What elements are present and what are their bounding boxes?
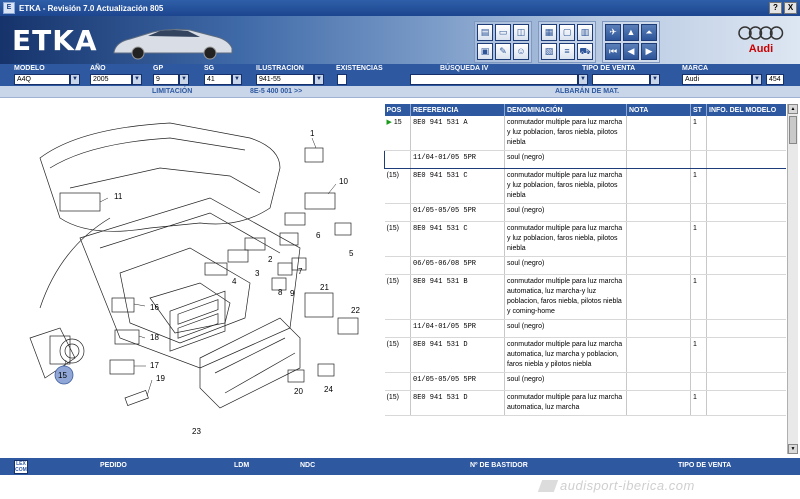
diagram-label-21: 21: [320, 283, 329, 292]
document-icon[interactable]: ▢: [559, 24, 575, 41]
table-scrollbar[interactable]: [787, 104, 798, 454]
watermark-text: audisport-iberica.com: [560, 478, 695, 493]
window-icon[interactable]: ▭: [495, 24, 511, 41]
row-pos: [385, 373, 411, 391]
arrow-up-double-icon[interactable]: ⏶: [641, 24, 657, 41]
row-denominacion: soul (negro): [505, 373, 627, 391]
row-referencia: 8E0 941 531 A: [411, 116, 505, 151]
ano-dropdown-icon[interactable]: ▼: [132, 74, 142, 85]
table-row[interactable]: [385, 169, 787, 204]
table-row[interactable]: [385, 116, 787, 151]
col-nota[interactable]: NOTA: [627, 104, 691, 116]
col-info-modelo[interactable]: INFO. DEL MODELO: [707, 104, 787, 116]
busqueda-dropdown-icon[interactable]: ▼: [578, 74, 588, 85]
window-title: ETKA - Revisión 7.0 Actualización 805: [19, 3, 164, 13]
diagram-label-1: 1: [310, 129, 315, 138]
row-nota: [627, 222, 691, 257]
row-info: [707, 391, 787, 416]
row-pos: (15): [385, 275, 411, 320]
scroll-down-icon[interactable]: ▼: [788, 444, 798, 454]
diagram-label-5: 5: [349, 249, 354, 258]
tipo-venta-label: TIPO DE VENTA: [582, 65, 636, 72]
grid-icon[interactable]: ▧: [541, 43, 557, 60]
row-nota: [627, 257, 691, 275]
row-st: 1: [691, 275, 707, 320]
ano-label: AÑO: [90, 65, 106, 72]
row-denominacion: soul (negro): [505, 151, 627, 169]
sg-label: SG: [204, 65, 215, 72]
row-nota: [627, 116, 691, 151]
diagram-label-11: 11: [114, 192, 123, 201]
row-info: [707, 338, 787, 373]
diagram-label-24: 24: [324, 385, 333, 394]
row-referencia: 8E0 941 531 C: [411, 222, 505, 257]
row-referencia: 01/05-05/05 5PR: [411, 204, 505, 222]
row-st: [691, 151, 707, 169]
sg-field[interactable]: 41: [204, 74, 232, 85]
info-subbar: [0, 86, 800, 98]
parts-diagram[interactable]: [0, 98, 383, 458]
table-row[interactable]: [385, 320, 787, 338]
table-row[interactable]: [385, 275, 787, 320]
row-nota: [627, 204, 691, 222]
footer-bar: [0, 458, 800, 475]
diagram-label-8: 8: [278, 288, 283, 297]
diagram-label-2: 2: [268, 255, 273, 264]
app-icon: E: [3, 2, 15, 14]
diagram-label-17: 17: [150, 361, 159, 370]
row-pos: ▶ 15: [385, 116, 411, 151]
existencias-label: EXISTENCIAS: [336, 65, 383, 72]
current-row-arrow-icon: ▶: [386, 119, 392, 126]
cart-icon[interactable]: ⛟: [577, 43, 593, 60]
ano-field[interactable]: 2005: [90, 74, 132, 85]
row-info: [707, 151, 787, 169]
arrow-next-icon[interactable]: ▶: [641, 43, 657, 60]
marca-label: MARCA: [682, 65, 709, 72]
row-st: 1: [691, 169, 707, 204]
col-pos[interactable]: POS: [385, 104, 411, 116]
table-row[interactable]: [385, 222, 787, 257]
audi-wordmark: Audi: [748, 43, 774, 55]
disk-icon[interactable]: ▣: [477, 43, 493, 60]
etka-logo: ETKA: [12, 24, 98, 57]
ilustracion-dropdown-icon[interactable]: ▼: [314, 74, 324, 85]
row-nota: [627, 373, 691, 391]
tipo-venta-button[interactable]: TIPO DE VENTA: [678, 462, 732, 469]
help-button[interactable]: ?: [769, 2, 782, 14]
diagram-label-16: 16: [150, 303, 159, 312]
ndc-button[interactable]: NDC: [300, 462, 316, 469]
diagram-label-19: 19: [156, 374, 165, 383]
parts-table-container: [384, 104, 786, 454]
table-row-selected[interactable]: [385, 151, 787, 169]
row-nota: [627, 338, 691, 373]
col-st[interactable]: ST: [691, 104, 707, 116]
table-row[interactable]: [385, 373, 787, 391]
row-denominacion: conmutador multiple para luz marcha automatica, luz marcha: [505, 391, 627, 416]
row-referencia: 8E0 941 531 B: [411, 275, 505, 320]
row-nota: [627, 169, 691, 204]
busqueda-field[interactable]: [410, 74, 578, 85]
row-referencia: 8E0 941 531 C: [411, 169, 505, 204]
table-header-row: [385, 104, 787, 116]
row-st: [691, 204, 707, 222]
row-denominacion: conmutador multiple para luz marcha y luz poblacion, faros niebla, pilotos niebla: [505, 116, 627, 151]
ldm-button[interactable]: LDM: [234, 462, 250, 469]
row-referencia: 11/04-01/05 5PR: [411, 151, 505, 169]
marca-dropdown-icon[interactable]: ▼: [752, 74, 762, 85]
gp-dropdown-icon[interactable]: ▼: [179, 74, 189, 85]
sg-dropdown-icon[interactable]: ▼: [232, 74, 242, 85]
illustration-ref-link[interactable]: 8E-5 400 001 >>: [250, 88, 303, 95]
row-st: [691, 373, 707, 391]
diagram-label-3: 3: [255, 269, 260, 278]
window-titlebar: [0, 0, 800, 16]
row-pos: (15): [385, 222, 411, 257]
pedido-button[interactable]: PEDIDO: [100, 462, 127, 469]
toolbar-group-2: [538, 21, 596, 63]
row-st: [691, 320, 707, 338]
modelo-dropdown-icon[interactable]: ▼: [70, 74, 80, 85]
folder-icon[interactable]: ▥: [577, 24, 593, 41]
row-referencia: 8E0 941 531 D: [411, 391, 505, 416]
limitacion-label[interactable]: LIMITACIÓN: [152, 88, 193, 95]
ilustracion-field[interactable]: 941-55: [256, 74, 314, 85]
row-info: [707, 257, 787, 275]
marca-field[interactable]: Audi: [682, 74, 752, 85]
row-info: [707, 169, 787, 204]
row-pos: [385, 257, 411, 275]
diagram-label-4: 4: [232, 277, 237, 286]
diagram-label-15: 15: [58, 371, 67, 380]
row-st: [691, 257, 707, 275]
bastidor-button[interactable]: Nº DE BASTIDOR: [470, 462, 528, 469]
tipo-venta-field[interactable]: [592, 74, 650, 85]
scroll-up-icon[interactable]: ▲: [788, 104, 798, 114]
lexcom-icon[interactable]: LEX COM: [15, 461, 27, 473]
row-referencia: 01/05-05/05 5PR: [411, 373, 505, 391]
marca-code: 454: [766, 74, 784, 85]
user-icon[interactable]: ☺: [513, 43, 529, 60]
row-info: [707, 320, 787, 338]
row-pos: [385, 151, 411, 169]
diagram-label-9: 9: [290, 289, 295, 298]
gp-label: GP: [153, 65, 164, 72]
diagram-label-10: 10: [339, 177, 348, 186]
modelo-label: MODELO: [14, 65, 45, 72]
modelo-field[interactable]: A4Q: [14, 74, 70, 85]
row-nota: [627, 151, 691, 169]
row-info: [707, 116, 787, 151]
row-referencia: 06/05-06/08 5PR: [411, 257, 505, 275]
tipo-venta-dropdown-icon[interactable]: ▼: [650, 74, 660, 85]
gp-field[interactable]: 9: [153, 74, 179, 85]
diagram-label-20: 20: [294, 387, 303, 396]
table-row[interactable]: [385, 257, 787, 275]
row-denominacion: conmutador multiple para luz marcha y luz poblacion, faros niebla, pilotos niebla: [505, 222, 627, 257]
row-referencia: 11/04-01/05 5PR: [411, 320, 505, 338]
toolbar-group-3: [602, 21, 660, 63]
col-denominacion[interactable]: DENOMINACIÓN: [505, 104, 627, 116]
row-pos: (15): [385, 391, 411, 416]
ilustracion-label: ILUSTRACION: [256, 65, 304, 72]
row-st: 1: [691, 222, 707, 257]
albaran-label[interactable]: ALBARÁN DE MAT.: [555, 88, 620, 95]
box-icon[interactable]: ◫: [513, 24, 529, 41]
toolbar-group-1: [474, 21, 532, 63]
arrow-first-icon[interactable]: ⏮: [605, 43, 621, 60]
pin-icon[interactable]: ✈: [605, 24, 621, 41]
diagram-label-7: 7: [298, 267, 303, 276]
elsa-icon[interactable]: ▦: [541, 24, 557, 41]
row-denominacion: soul (negro): [505, 204, 627, 222]
table-row[interactable]: [385, 204, 787, 222]
diagram-label-6: 6: [316, 231, 321, 240]
col-referencia[interactable]: REFERENCIA: [411, 104, 505, 116]
close-button[interactable]: X: [784, 2, 797, 14]
diagram-label-23: 23: [192, 427, 201, 436]
busqueda-label: BÚSQUEDA IV: [440, 65, 489, 72]
row-denominacion: conmutador multiple para luz marcha y luz poblacion, faros niebla, pilotos niebla: [505, 169, 627, 204]
row-st: 1: [691, 338, 707, 373]
scroll-thumb[interactable]: [789, 116, 797, 144]
existencias-checkbox[interactable]: [337, 74, 347, 85]
arrow-up-icon[interactable]: ▲: [623, 24, 639, 41]
row-denominacion: conmutador multiple para luz marcha automatica, luz marcha y poblacion, faros niebla y pilotos niebla: [505, 338, 627, 373]
row-nota: [627, 275, 691, 320]
app-header: [0, 16, 800, 64]
selection-fields: [0, 64, 800, 86]
row-st: 1: [691, 391, 707, 416]
table-row[interactable]: [385, 338, 787, 373]
table-row[interactable]: [385, 391, 787, 416]
row-st: 1: [691, 116, 707, 151]
diagram-label-22: 22: [351, 306, 360, 315]
print-icon[interactable]: ▤: [477, 24, 493, 41]
parts-table: [384, 104, 786, 416]
row-denominacion: soul (negro): [505, 257, 627, 275]
diagram-label-18: 18: [150, 333, 159, 342]
row-nota: [627, 391, 691, 416]
row-pos: [385, 320, 411, 338]
pencil-icon[interactable]: ✎: [495, 43, 511, 60]
car-image: [108, 22, 238, 62]
row-pos: (15): [385, 338, 411, 373]
row-info: [707, 204, 787, 222]
row-nota: [627, 320, 691, 338]
row-referencia: 8E0 941 531 D: [411, 338, 505, 373]
row-denominacion: conmutador multiple para luz marcha automatica, luz marcha-y luz poblacion, faros niebla, pilotos niebla y coming-home: [505, 275, 627, 320]
audi-logo: [736, 26, 786, 55]
list-icon[interactable]: ≡: [559, 43, 575, 60]
audi-rings-icon: [737, 26, 785, 40]
row-info: [707, 373, 787, 391]
row-info: [707, 222, 787, 257]
row-info: [707, 275, 787, 320]
row-pos: [385, 204, 411, 222]
row-pos: (15): [385, 169, 411, 204]
arrow-prev-icon[interactable]: ◀: [623, 43, 639, 60]
row-denominacion: soul (negro): [505, 320, 627, 338]
